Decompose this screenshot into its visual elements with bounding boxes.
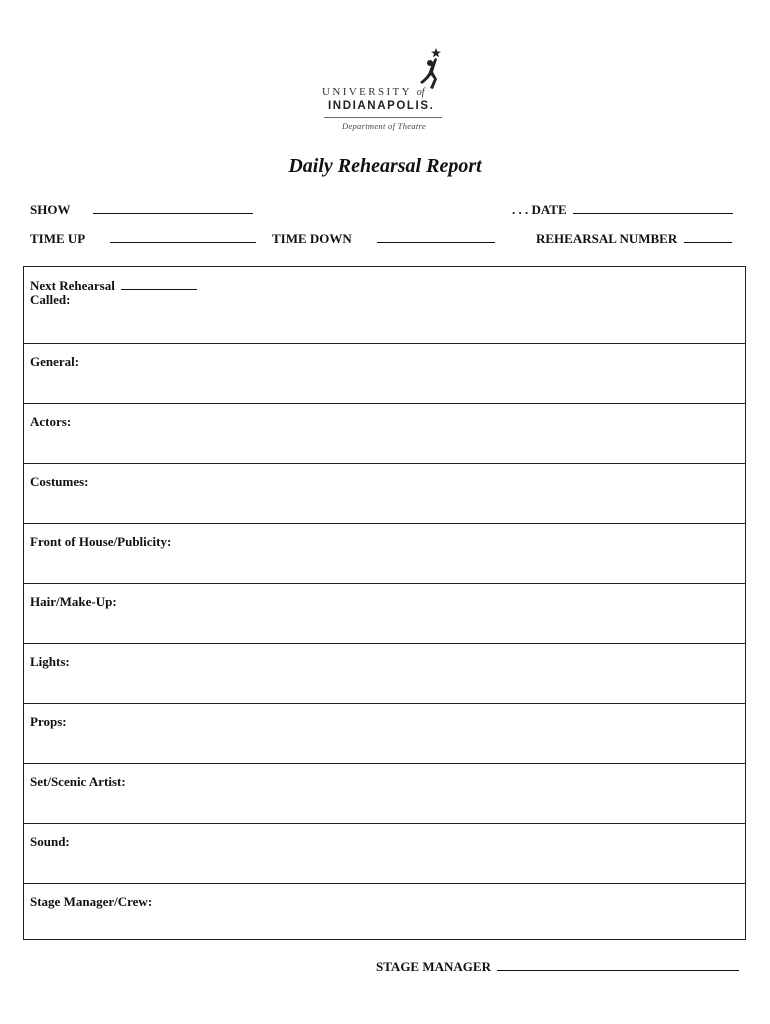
section-stage-manager-crew[interactable] — [24, 883, 745, 939]
logo-department-text: Department of Theatre — [342, 121, 426, 131]
section-general[interactable] — [24, 343, 745, 403]
time-up-label: TIME UP — [30, 231, 85, 246]
stage-manager-label: STAGE MANAGER — [376, 959, 491, 974]
time-down-underline[interactable] — [377, 230, 495, 243]
page-title: Daily Rehearsal Report — [288, 155, 482, 177]
section-costumes[interactable] — [24, 463, 745, 523]
section-next-rehearsal[interactable] — [24, 267, 745, 343]
rehearsal-number-underline[interactable] — [684, 230, 732, 243]
section-lights[interactable] — [24, 643, 745, 703]
section-actors[interactable] — [24, 403, 745, 463]
section-hair-makeup[interactable] — [24, 583, 745, 643]
general-label: General: — [30, 354, 80, 369]
called-label: Called: — [30, 292, 71, 307]
logo-name-text: INDIANAPOLIS. — [328, 100, 435, 112]
rehearsal-number-field[interactable] — [536, 230, 732, 247]
props-label: Props: — [30, 714, 67, 729]
next-rehearsal-label: Next Rehearsal — [30, 278, 115, 293]
section-set-scenic[interactable] — [24, 763, 745, 823]
section-props[interactable] — [24, 703, 745, 763]
next-rehearsal-underline[interactable] — [121, 277, 197, 290]
stage-manager-signature-field[interactable] — [376, 958, 739, 975]
report-box — [23, 266, 746, 940]
time-down-field[interactable] — [272, 230, 495, 247]
front-of-house-label: Front of House/Publicity: — [30, 534, 172, 549]
logo-divider — [324, 117, 442, 118]
university-logo — [322, 46, 452, 136]
actors-label: Actors: — [30, 414, 72, 429]
time-up-underline[interactable] — [110, 230, 256, 243]
date-underline[interactable] — [573, 201, 733, 214]
stage-manager-crew-label: Stage Manager/Crew: — [30, 894, 153, 909]
show-underline[interactable] — [93, 201, 253, 214]
section-front-of-house[interactable] — [24, 523, 745, 583]
stage-manager-underline[interactable] — [497, 958, 739, 971]
hair-makeup-label: Hair/Make-Up: — [30, 594, 117, 609]
show-label: SHOW — [30, 202, 71, 217]
section-sound[interactable] — [24, 823, 745, 883]
date-label: . . . DATE — [512, 202, 567, 217]
time-up-field[interactable] — [30, 230, 256, 247]
time-down-label: TIME DOWN — [272, 231, 352, 246]
costumes-label: Costumes: — [30, 474, 89, 489]
rehearsal-number-label: REHEARSAL NUMBER — [536, 231, 678, 246]
date-field[interactable] — [512, 201, 733, 218]
lights-label: Lights: — [30, 654, 70, 669]
logo-university-text: UNIVERSITY of — [322, 86, 425, 98]
show-field[interactable] — [30, 201, 253, 218]
sound-label: Sound: — [30, 834, 70, 849]
set-scenic-label: Set/Scenic Artist: — [30, 774, 126, 789]
